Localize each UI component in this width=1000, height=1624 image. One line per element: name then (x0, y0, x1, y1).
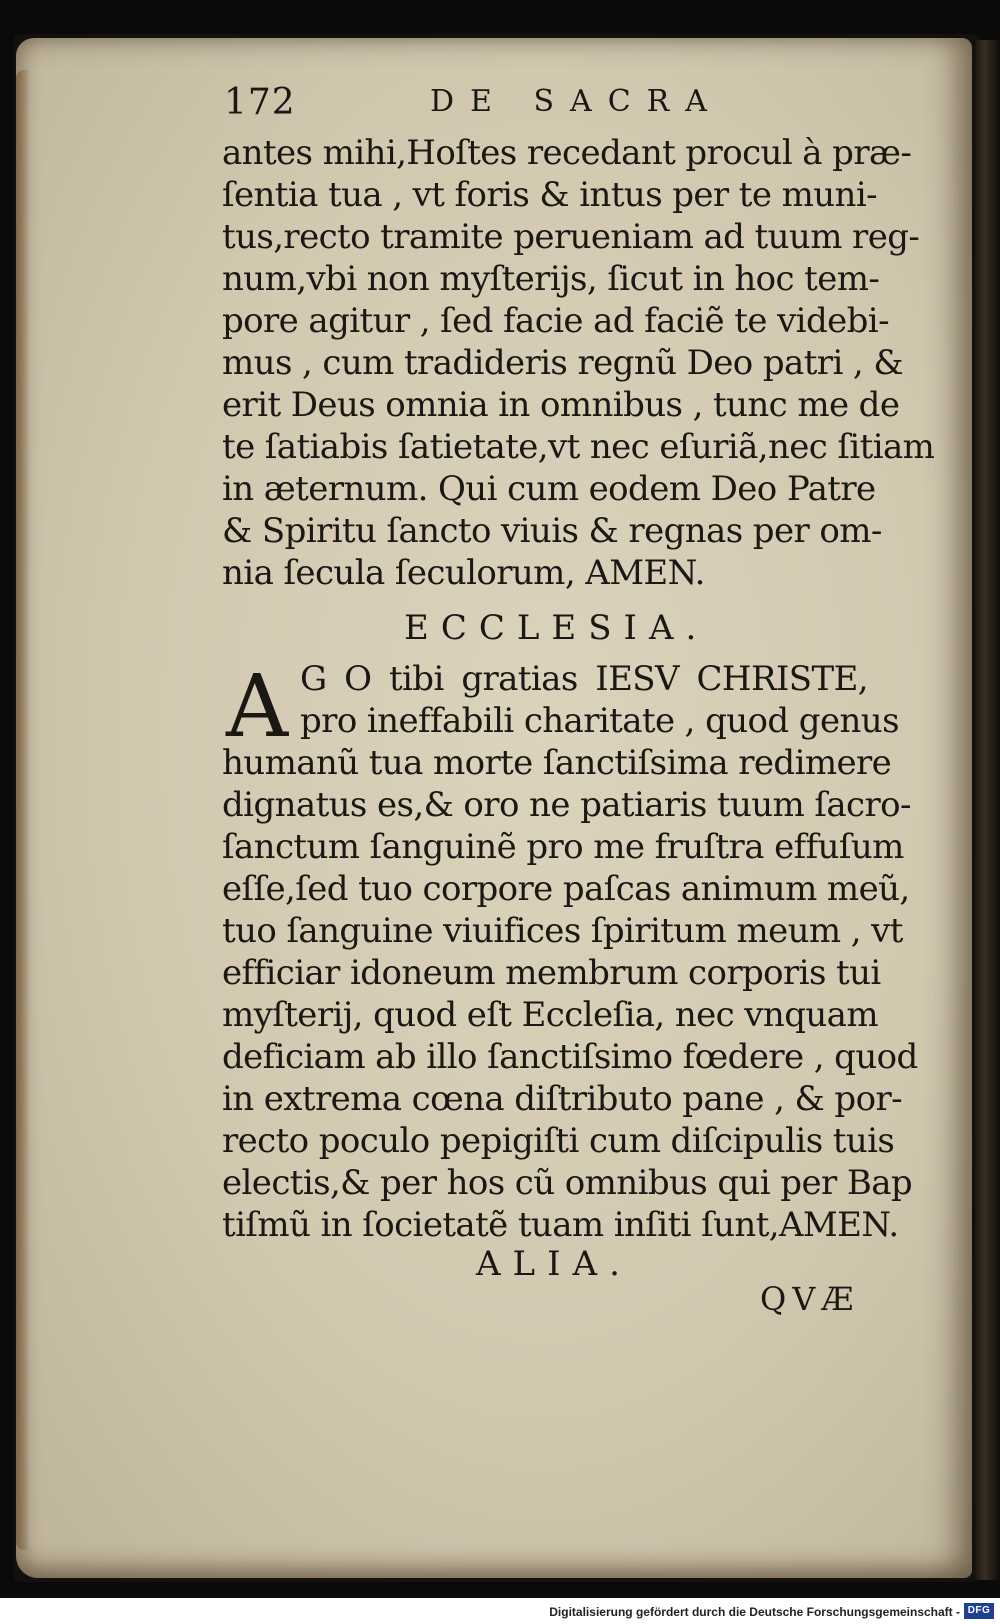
text-line: tus,recto tramite perueniam ad tuum reg- (222, 217, 920, 257)
text-line: & Spiritu ſancto viuis & regnas per om- (222, 511, 882, 551)
text-line: in extrema cœna diſtributo pane , & por- (222, 1079, 903, 1119)
running-header: DE SACRA (430, 84, 723, 119)
text-line: num,vbi non myſterijs, ſicut in hoc tem- (222, 259, 880, 299)
text-line: antes mihi,Hoſtes recedant procul à præ- (222, 133, 912, 173)
dfg-logo: DFG (964, 1603, 994, 1619)
text-line: mus , cum tradideris regnũ Deo patri , & (222, 343, 904, 383)
text-line: ſentia tua , vt foris & intus per te muni- (222, 175, 877, 215)
text-line: tiſmũ in ſocietatẽ tuam inſiti ſunt,AMEN. (222, 1205, 899, 1245)
text-line: pore agitur , ſed facie ad faciẽ te videbi- (222, 301, 889, 341)
text-line: recto poculo pepigiſti cum diſcipulis tuis (222, 1121, 895, 1161)
text-line-last: nia ſecula ſeculorum, AMEN. (222, 553, 705, 593)
section-heading: ECCLESIA. (404, 608, 709, 648)
text-line: myſterij, quod eſt Eccleſia, nec vnquam (222, 995, 878, 1035)
page-number: 172 (224, 82, 296, 123)
digitization-credit: Digitalisierung gefördert durch die Deutsche Forschungsgemeinschaft - (549, 1605, 960, 1619)
text-line: dignatus es,& oro ne patiaris tuum ſacro- (222, 785, 911, 825)
drop-capital: A (226, 657, 289, 757)
text-line: humanũ tua morte ſanctiſsima redimere (222, 743, 892, 783)
page-stain-edge (16, 70, 30, 1550)
text-line: ſanctum ſanguinẽ pro me fruſtra effuſum (222, 827, 904, 867)
book-spine (975, 40, 1000, 1580)
text-line: efficiar idoneum membrum corporis tui (222, 953, 881, 993)
text-line: deficiam ab illo ſanctiſsimo fœdere , quod (222, 1037, 918, 1077)
text-line: erit Deus omnia in omnibus , tunc me de (222, 385, 900, 425)
text-line: eſſe,ſed tuo corpore paſcas animum meũ, (222, 869, 910, 909)
section-heading: ALIA. (476, 1244, 632, 1284)
catchword: QVÆ (760, 1280, 860, 1318)
text-line: tuo ſanguine viuifices ſpiritum meum , vt (222, 911, 903, 951)
text-line: electis,& per hos cũ omnibus qui per Bap (222, 1163, 913, 1203)
text-line: pro ineffabili charitate , quod genus (300, 701, 899, 741)
text-line: G O tibi gratias IESV CHRISTE, (300, 659, 868, 699)
text-line: te ſatiabis ſatietate,vt nec eſuriã,nec ſitiam (222, 427, 935, 467)
text-line: in æternum. Qui cum eodem Deo Patre (222, 469, 876, 509)
